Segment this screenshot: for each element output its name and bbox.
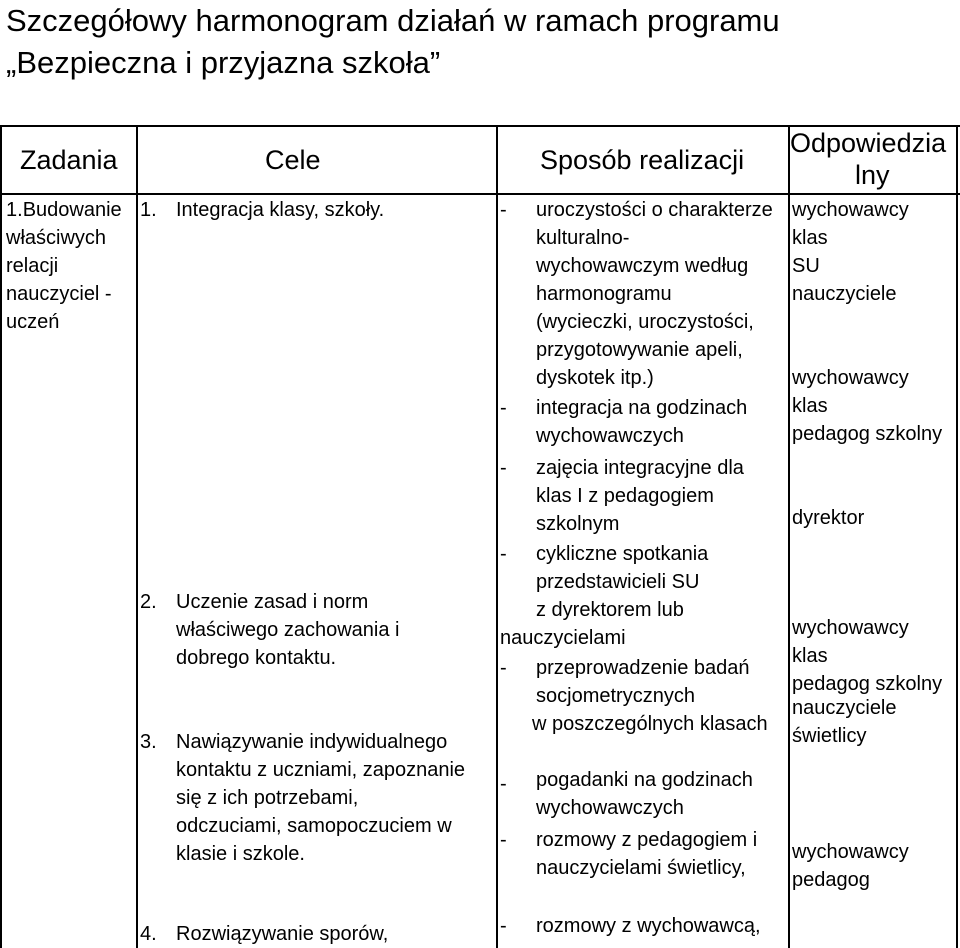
sposob-1-line-1: uroczystości o charakterze bbox=[536, 199, 773, 221]
cel-2-line-1: Uczenie zasad i norm bbox=[176, 591, 369, 613]
col-divider-3 bbox=[788, 125, 790, 948]
sposob-8-line-1: rozmowy z pedagogiem i bbox=[536, 829, 758, 851]
odp-1-line-4: nauczyciele bbox=[792, 283, 897, 305]
sposob-7-line-1: pogadanki na godzinach bbox=[536, 769, 753, 791]
cel-2-num: 2. bbox=[140, 591, 157, 613]
zadanie-bold: Budowanie bbox=[22, 199, 122, 221]
cel-1-line-1: Integracja klasy, szkoły. bbox=[176, 199, 385, 221]
sposob-1-line-5: (wycieczki, uroczystości, bbox=[536, 311, 754, 333]
cel-2-line-3: dobrego kontaktu. bbox=[176, 647, 337, 669]
header-odpowiedzialny-1: Odpowiedzia bbox=[790, 128, 947, 158]
cel-3-line-5: klasie i szkole. bbox=[176, 843, 305, 865]
cel-4-num: 4. bbox=[140, 923, 157, 945]
cel-3-line-1: Nawiązywanie indywidualnego bbox=[176, 731, 448, 753]
cel-3-line-4: odczuciami, samopoczuciem w bbox=[176, 815, 452, 837]
zadanie-line-2: relacji bbox=[6, 255, 59, 277]
sposob-6-line-2: socjometrycznych bbox=[536, 685, 695, 707]
sposob-6-line-3: w poszczególnych klasach bbox=[532, 713, 768, 735]
col-divider-2 bbox=[496, 125, 498, 948]
zadanie-line-3: nauczyciel - bbox=[6, 283, 112, 305]
header-bottom-border bbox=[0, 193, 960, 195]
odp-group-1 bbox=[792, 196, 909, 308]
sposob-3-line-3: szkolnym bbox=[536, 513, 620, 535]
col-divider-1 bbox=[136, 125, 138, 948]
table-left-border bbox=[0, 125, 2, 948]
header-zadania: Zadania bbox=[20, 145, 118, 175]
title-line-1: Szczegółowy harmonogram działań w ramach programu bbox=[6, 3, 780, 38]
sposob-9-dash: - bbox=[500, 915, 507, 937]
odp-5-line-2: pedagog bbox=[792, 869, 870, 891]
sposob-2-line-2: wychowawczych bbox=[536, 425, 684, 447]
sposob-6-line-1: przeprowadzenie badań bbox=[536, 657, 750, 679]
sposob-1-line-2: kulturalno- bbox=[536, 227, 630, 249]
sposob-1-line-3: wychowawczym według bbox=[536, 255, 749, 277]
zadanie-num: 1. bbox=[6, 199, 23, 221]
title-line-2: „Bezpieczna i przyjazna szkoła” bbox=[6, 45, 441, 80]
cel-3-num: 3. bbox=[140, 731, 157, 753]
sposob-2-dash: - bbox=[500, 397, 507, 419]
cel-4-line-1: Rozwiązywanie sporów, bbox=[176, 923, 389, 945]
odp-2-line-3: pedagog szkolny bbox=[792, 423, 943, 445]
odp-1-line-2: klas bbox=[792, 227, 828, 249]
odp-4-line-5: świetlicy bbox=[792, 725, 867, 747]
odp-group-2 bbox=[792, 364, 942, 448]
table-top-border bbox=[0, 125, 960, 127]
sposob-2-line-1: integracja na godzinach bbox=[536, 397, 748, 419]
odp-4-line-4: nauczyciele bbox=[792, 697, 897, 719]
odp-4-line-3: pedagog szkolny bbox=[792, 673, 943, 695]
sposob-9-line-1: rozmowy z wychowawcą, bbox=[536, 915, 761, 937]
sposob-4-line-1: cykliczne spotkania bbox=[536, 543, 709, 565]
sposob-3-dash: - bbox=[500, 457, 507, 479]
odp-2-line-1: wychowawcy bbox=[792, 367, 909, 389]
odp-2-line-2: klas bbox=[792, 395, 828, 417]
zadanie-line-4: uczeń bbox=[6, 311, 60, 333]
sposob-1-line-4: harmonogramu bbox=[536, 283, 672, 305]
sposob-1-line-7: dyskotek itp.) bbox=[536, 367, 654, 389]
zadanie-line-1: właściwych bbox=[6, 227, 107, 249]
sposob-6-dash: - bbox=[500, 657, 507, 679]
sposob-4-line-3: z dyrektorem lub bbox=[536, 599, 684, 621]
sposob-7-dash: - bbox=[500, 773, 507, 795]
odp-4-line-2: klas bbox=[792, 645, 828, 667]
cel-2-line-2: właściwego zachowania i bbox=[176, 619, 400, 641]
odp-group-5 bbox=[792, 838, 909, 894]
sposob-4-line-2: przedstawicieli SU bbox=[536, 571, 700, 593]
odp-1-line-3: SU bbox=[792, 255, 820, 277]
sposob-8-dash: - bbox=[500, 829, 507, 851]
odp-group-3 bbox=[792, 504, 864, 532]
sposob-8-line-2: nauczycielami świetlicy, bbox=[536, 857, 746, 879]
zadanie-cell bbox=[6, 196, 122, 336]
table-right-border bbox=[956, 125, 958, 948]
sposob-1-line-6: przygotowywanie apeli, bbox=[536, 339, 743, 361]
sposob-5-line-1: nauczycielami bbox=[500, 627, 626, 649]
odp-3-line-1: dyrektor bbox=[792, 507, 865, 529]
zadanie-line-0 bbox=[6, 196, 122, 224]
header-cele: Cele bbox=[265, 145, 321, 175]
cel-3-line-2: kontaktu z uczniami, zapoznanie bbox=[176, 759, 466, 781]
odp-group-4 bbox=[792, 614, 942, 750]
odp-5-line-1: wychowawcy bbox=[792, 841, 909, 863]
odp-4-line-1: wychowawcy bbox=[792, 617, 909, 639]
sposob-3-line-1: zajęcia integracyjne dla bbox=[536, 457, 744, 479]
cel-3-line-3: się z ich potrzebami, bbox=[176, 787, 359, 809]
header-sposob: Sposób realizacji bbox=[540, 145, 745, 175]
odp-1-line-1: wychowawcy bbox=[792, 199, 909, 221]
sposob-4-dash: - bbox=[500, 543, 507, 565]
sposob-3-line-2: klas I z pedagogiem bbox=[536, 485, 714, 507]
cel-1-num: 1. bbox=[140, 199, 157, 221]
header-odpowiedzialny-2: lny bbox=[855, 160, 890, 190]
sposob-1-dash: - bbox=[500, 199, 507, 221]
sposob-7-line-2: wychowawczych bbox=[536, 797, 684, 819]
